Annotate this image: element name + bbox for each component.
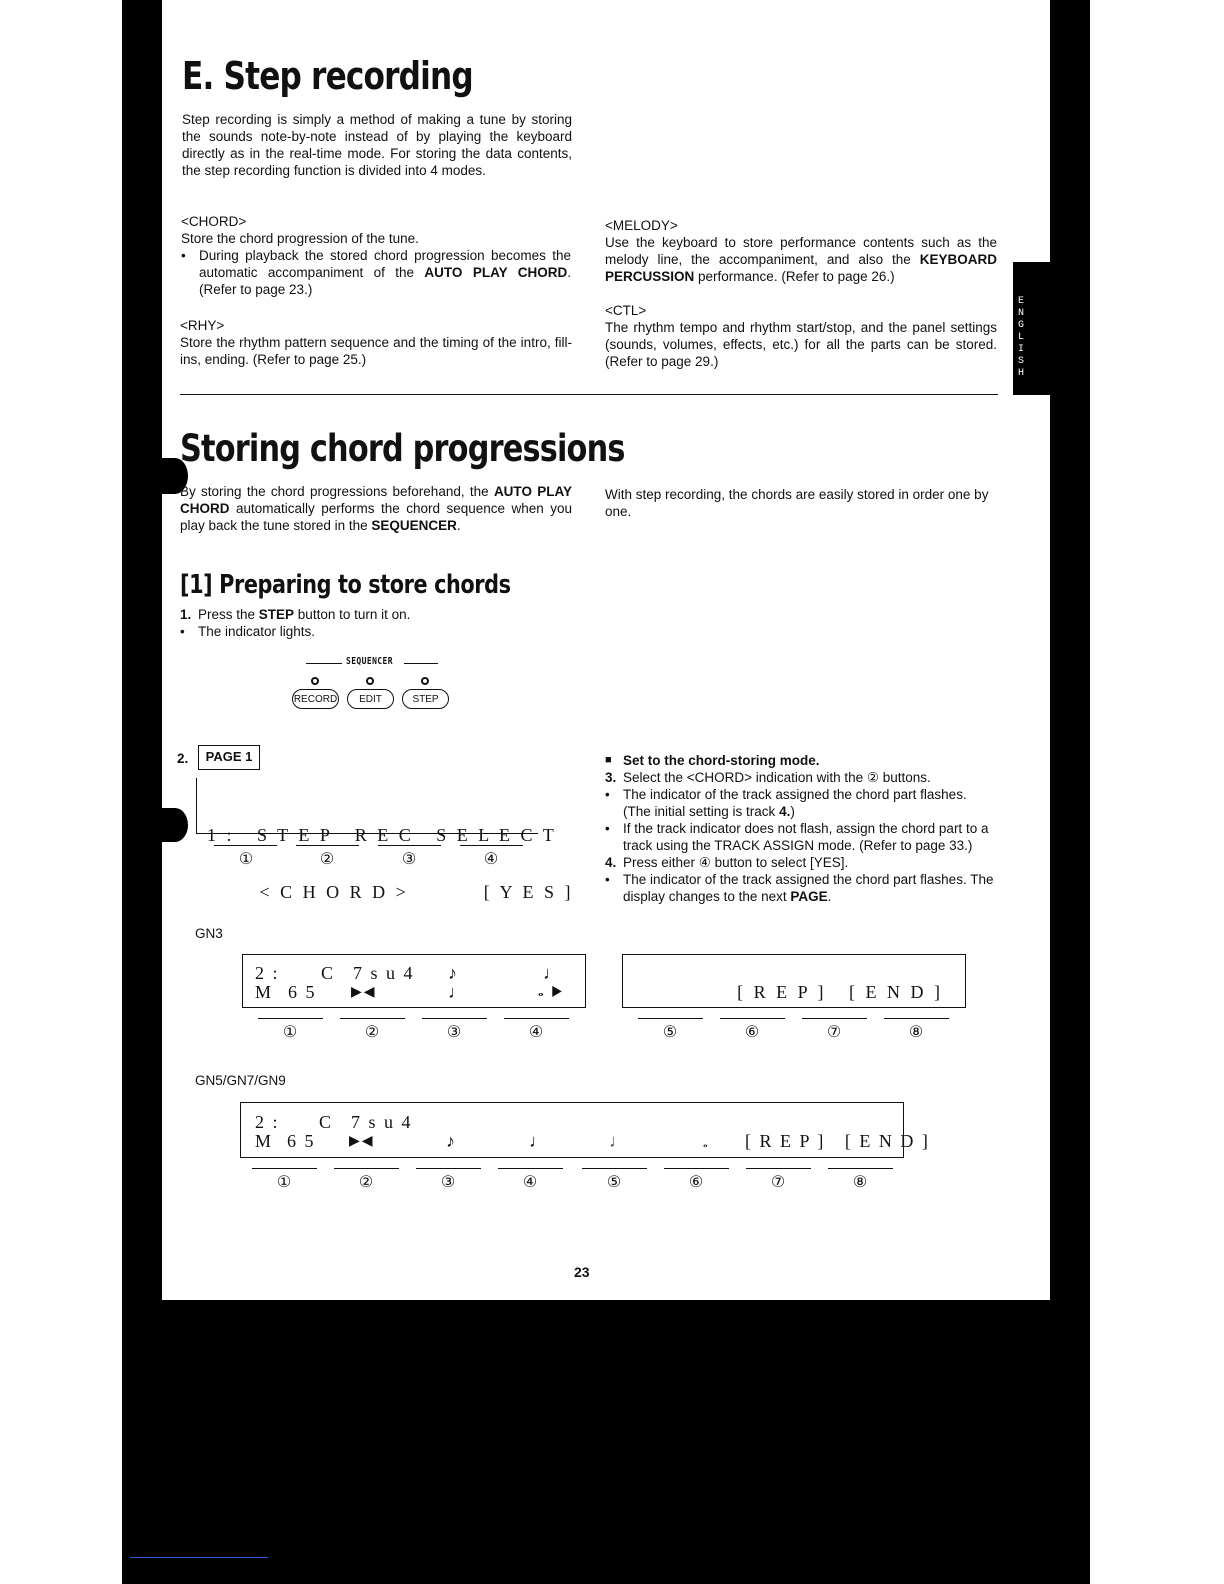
gn579-knob-2-icon: ② [358, 1174, 374, 1191]
gn3-knob-line-8 [884, 1018, 949, 1019]
lcd-page1-line1: 1 : S T E P R E C S E L E C T [207, 825, 557, 845]
ctl-heading: <CTL> [605, 303, 647, 318]
storing-paragraph: By storing the chord progressions beforehand, the AUTO PLAY CHORD automatically performs the chord sequence when you play back the tune stored in the SEQUENCER. [180, 484, 572, 533]
step2-number: 2. [177, 751, 189, 766]
side-tab-label: E N G L I S H [1017, 296, 1024, 379]
gn3-knob-3-icon: ③ [446, 1024, 462, 1041]
page1-box: PAGE 1 [198, 745, 260, 770]
scan-border-bottom [122, 1300, 1090, 1584]
gn3-label: GN3 [195, 926, 223, 941]
gn579-knob-line-4 [498, 1168, 563, 1169]
storing-paragraph-right: With step recording, the chords are easily stored in order one by one. [605, 487, 989, 519]
step1: 1. Press the STEP button to turn it on. • The indicator lights. [180, 606, 580, 640]
ctl-mode-block [605, 302, 997, 370]
edit-button[interactable]: EDIT [347, 689, 394, 709]
chord-bullet: • During playback the stored chord progression becomes the automatic accompaniment of the AUTO PLAY CHORD. (Refer to page 23.) [181, 248, 571, 297]
gn3-knob-line-6 [720, 1018, 785, 1019]
gn579-knob-line-3 [416, 1168, 481, 1169]
lcd1-knob-line-3 [378, 845, 441, 846]
step3-bullet1: • The indicator of the track assigned the chord part flashes. (The initial setting is track 4.) [605, 787, 967, 819]
melody-text: Use the keyboard to store performance contents such as the melody line, the accompaniment, and also the KEYBOARD PERCUSSION performance. (Refer to page 26.) [605, 235, 997, 284]
step4-bullet: • The indicator of the track assigned the chord part flashes. The display changes to the next PAGE. [605, 872, 994, 904]
gn3-knob-7-icon: ⑦ [826, 1024, 842, 1041]
chord-mode-block [181, 213, 571, 298]
sequencer-label: SEQUENCER [346, 656, 393, 667]
melody-heading: <MELODY> [605, 218, 678, 233]
chord-mode-heading: ■ Set to the chord-storing mode. [605, 753, 820, 768]
gn579-knob-line-7 [746, 1168, 811, 1169]
gn3-knob-line-3 [422, 1018, 487, 1019]
sequencer-line-right [404, 663, 438, 664]
gn3-knob-5-icon: ⑤ [662, 1024, 678, 1041]
step1-bullet: • The indicator lights. [180, 624, 316, 639]
gn3-knob-8-icon: ⑧ [908, 1024, 924, 1041]
chord-heading: <CHORD> [181, 214, 247, 229]
rhy-heading: <RHY> [180, 318, 225, 333]
gn579-knob-line-1 [252, 1168, 317, 1169]
knob-4-icon: ④ [483, 851, 499, 868]
blue-edge-line [130, 1557, 268, 1558]
gn3-knob-2-icon: ② [364, 1024, 380, 1041]
gn579-knob-7-icon: ⑦ [770, 1174, 786, 1191]
rhy-mode-block [180, 317, 572, 368]
gn579-knob-line-2 [334, 1168, 399, 1169]
record-button[interactable]: RECORD [292, 689, 339, 709]
gn3-knob-line-2 [340, 1018, 405, 1019]
gn579-knob-line-5 [582, 1168, 647, 1169]
gn3-lcd-right: [ R E P ] [ E N D ] [622, 954, 966, 1008]
storing-title: Storing chord progressions [180, 427, 625, 470]
chord-mode-steps [605, 752, 997, 905]
rhy-text: Store the rhythm pattern sequence and the timing of the intro, fill-ins, ending. (Refer to page 25.) [180, 335, 572, 367]
page-number: 23 [574, 1264, 590, 1280]
lcd1-knob-line-4 [460, 845, 523, 846]
intro-paragraph: Step recording is simply a method of making a tune by storing the sounds note-by-note instead of by playing the keyboard directly as in the real-time mode. For storing the data contents, the step recording function is divided into 4 modes. [182, 112, 572, 178]
gn579-label: GN5/GN7/GN9 [195, 1073, 286, 1088]
ctl-text: The rhythm tempo and rhythm start/stop, and the panel settings (sounds, volumes, effects, etc.) for all the parts can be stored. (Refer to page 29.) [605, 320, 997, 369]
gn3-knob-line-5 [638, 1018, 703, 1019]
gn3-knob-line-1 [258, 1018, 323, 1019]
gn579-knob-8-icon: ⑧ [852, 1174, 868, 1191]
gn3-knob-1-icon: ① [282, 1024, 298, 1041]
step3-bullet2: • If the track indicator does not flash, assign the chord part to a track using the TRACK ASSIGN mode. (Refer to page 33.) [605, 821, 989, 853]
melody-mode-block [605, 217, 997, 285]
section-title: E. Step recording [182, 54, 473, 98]
step-button[interactable]: STEP [402, 689, 449, 709]
gn579-knob-4-icon: ④ [522, 1174, 538, 1191]
gn3-knob-6-icon: ⑥ [744, 1024, 760, 1041]
gn579-knob-5-icon: ⑤ [606, 1174, 622, 1191]
gn579-knob-6-icon: ⑥ [688, 1174, 704, 1191]
lcd-page1-line2: < C H O R D > [ Y E S ] [207, 882, 574, 902]
step4: 4. Press either ④ button to select [YES]. [605, 855, 849, 870]
knob-2-icon: ② [319, 851, 335, 868]
sequencer-line-left [306, 663, 342, 664]
gn579-knob-line-8 [828, 1168, 893, 1169]
bullet-dot: • [181, 248, 186, 263]
gn579-knob-line-6 [664, 1168, 729, 1169]
lcd-page1 [196, 778, 574, 902]
section-divider [180, 394, 998, 395]
knob-1-icon: ① [238, 851, 254, 868]
knob-3-icon: ③ [401, 851, 417, 868]
step1-number: 1. [180, 607, 192, 622]
gn579-lcd: 2 : C 7 s u 4 M 6 5 ▶◀ ♪ ♩ ♩ 𝅝 [ R E P ] [ E N D ] [240, 1102, 904, 1158]
gn3-lcd-left: 2 : C 7 s u 4 ♪ ♩ M 6 5 ▶◀ ♩ 𝅝 ▶ [242, 954, 586, 1008]
binding-hole-2 [162, 808, 188, 842]
chord-text: Store the chord progression of the tune. [181, 231, 419, 246]
gn579-knob-3-icon: ③ [440, 1174, 456, 1191]
step3: 3. Select the <CHORD> indication with the ② buttons. [605, 770, 931, 785]
step-indicator [421, 677, 429, 685]
lcd1-knob-line-1 [214, 845, 277, 846]
record-indicator [311, 677, 319, 685]
gn3-knob-line-4 [504, 1018, 569, 1019]
gn3-knob-4-icon: ④ [528, 1024, 544, 1041]
lcd1-knob-line-2 [296, 845, 359, 846]
gn3-knob-line-7 [802, 1018, 867, 1019]
edit-indicator [366, 677, 374, 685]
gn579-knob-1-icon: ① [276, 1174, 292, 1191]
preparing-title: [1] Preparing to store chords [180, 570, 511, 600]
